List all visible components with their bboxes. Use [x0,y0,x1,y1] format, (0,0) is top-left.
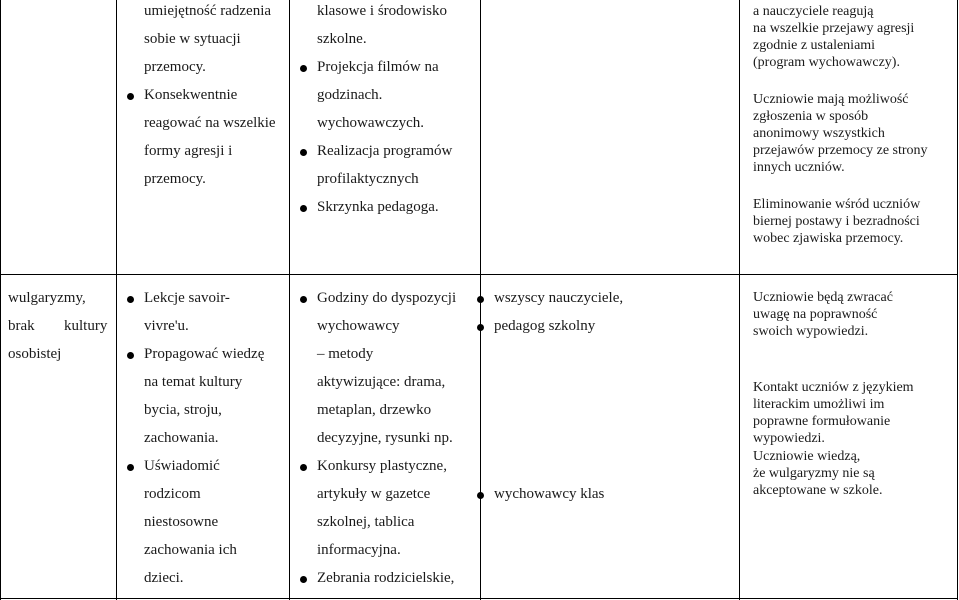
bullet-icon [477,324,484,331]
cell-text: przemocy. [144,59,206,75]
cell-text: Godziny do dyspozycji [317,290,457,306]
cell-text: uwagę na poprawność [753,307,878,322]
cell-text: na wszelkie przejawy agresji [753,21,915,36]
cell-text: dzieci. [144,570,184,586]
cell-text: zgodnie z ustaleniami [753,38,876,53]
cell-text: Uczniowie mają możliwość [753,92,909,107]
bullet-icon [300,576,307,583]
cell-text: wobec zjawiska przemocy. [753,231,904,246]
cell-text: informacyjna. [317,542,401,558]
cell-text: kultury [64,318,108,334]
cell-text: profilaktycznych [317,171,419,187]
cell-text: brak [8,318,35,334]
cell-text: akceptowane w szkole. [753,483,883,498]
cell-text: Kontakt uczniów z językiem [753,380,914,395]
cell-text: niestosowne [144,514,219,530]
cell-text: a nauczyciele reagują [753,4,874,19]
cell-text: Zebrania rodzicielskie, [317,570,455,586]
cell-text: bycia, stroju, [144,402,222,418]
cell-text: (program wychowawczy). [753,55,900,70]
cell-text: szkolne. [317,31,367,47]
cell-text: zachowania ich [144,542,237,558]
bullet-icon [477,492,484,499]
grid-line [0,274,958,275]
cell-text: aktywizujące: drama, [317,374,446,390]
cell-text: Eliminowanie wśród uczniów [753,197,921,212]
cell-text: literackim umożliwi im [753,397,885,412]
cell-text: Lekcje savoir- [144,290,230,306]
cell-text: wszyscy nauczyciele, [494,290,624,306]
cell-text: biernej postawy i bezradności [753,214,920,229]
bullet-icon [300,464,307,471]
cell-text: sobie w sytuacji [144,31,241,47]
cell-text: wychowawcy [317,318,400,334]
cell-text: innych uczniów. [753,160,845,175]
cell-text: poprawne formułowanie [753,414,891,429]
cell-text: Uczniowie wiedzą, [753,449,861,464]
cell-text: umiejętność radzenia [144,3,272,19]
cell-text: wulgaryzmy, [8,290,86,306]
cell-text: Konsekwentnie [144,87,238,103]
bullet-icon [300,65,307,72]
cell-text: pedagog szkolny [494,318,596,334]
cell-text: swoich wypowiedzi. [753,324,869,339]
bullet-icon [300,149,307,156]
cell-text: rodzicom [144,486,201,502]
cell-text: artykuły w gazetce [317,486,431,502]
cell-text: zgłoszenia w sposób [753,109,869,124]
bullet-icon [127,93,134,100]
cell-text: Konkursy plastyczne, [317,458,447,474]
cell-text: formy agresji i [144,143,233,159]
cell-text: klasowe i środowisko [317,3,447,19]
cell-text: – metody [317,346,374,362]
bullet-icon [127,296,134,303]
bullet-icon [477,296,484,303]
cell-text: szkolnej, tablica [317,514,415,530]
cell-text: decyzyjne, rysunki np. [317,430,453,446]
grid-line [957,0,958,600]
cell-text: wypowiedzi. [753,431,825,446]
bullet-icon [127,464,134,471]
bullet-icon [300,296,307,303]
cell-text: Projekcja filmów na [317,59,439,75]
bullet-icon [300,205,307,212]
cell-text: Uczniowie będą zwracać [753,290,893,305]
grid-line [739,0,740,600]
cell-text: vivre'u. [144,318,189,334]
cell-text: Skrzynka pedagoga. [317,199,439,215]
cell-text: wychowawcy klas [494,486,605,502]
cell-text: zachowania. [144,430,219,446]
cell-text: wychowawczych. [317,115,425,131]
cell-text: anonimowy wszystkich [753,126,885,141]
cell-text: przemocy. [144,171,206,187]
cell-text: osobistej [8,346,62,362]
cell-text: Uświadomić [144,458,220,474]
grid-line [0,598,958,599]
cell-text: że wulgaryzmy nie są [753,466,875,481]
cell-text: reagować na wszelkie [144,115,276,131]
grid-line [0,0,1,600]
grid-line [116,0,117,600]
cell-text: przejawów przemocy ze strony [753,143,928,158]
cell-text: na temat kultury [144,374,243,390]
cell-text: godzinach. [317,87,383,103]
bullet-icon [127,352,134,359]
cell-text: metaplan, drzewko [317,402,432,418]
grid-line [289,0,290,600]
cell-text: Propagować wiedzę [144,346,265,362]
cell-text: Realizacja programów [317,143,453,159]
